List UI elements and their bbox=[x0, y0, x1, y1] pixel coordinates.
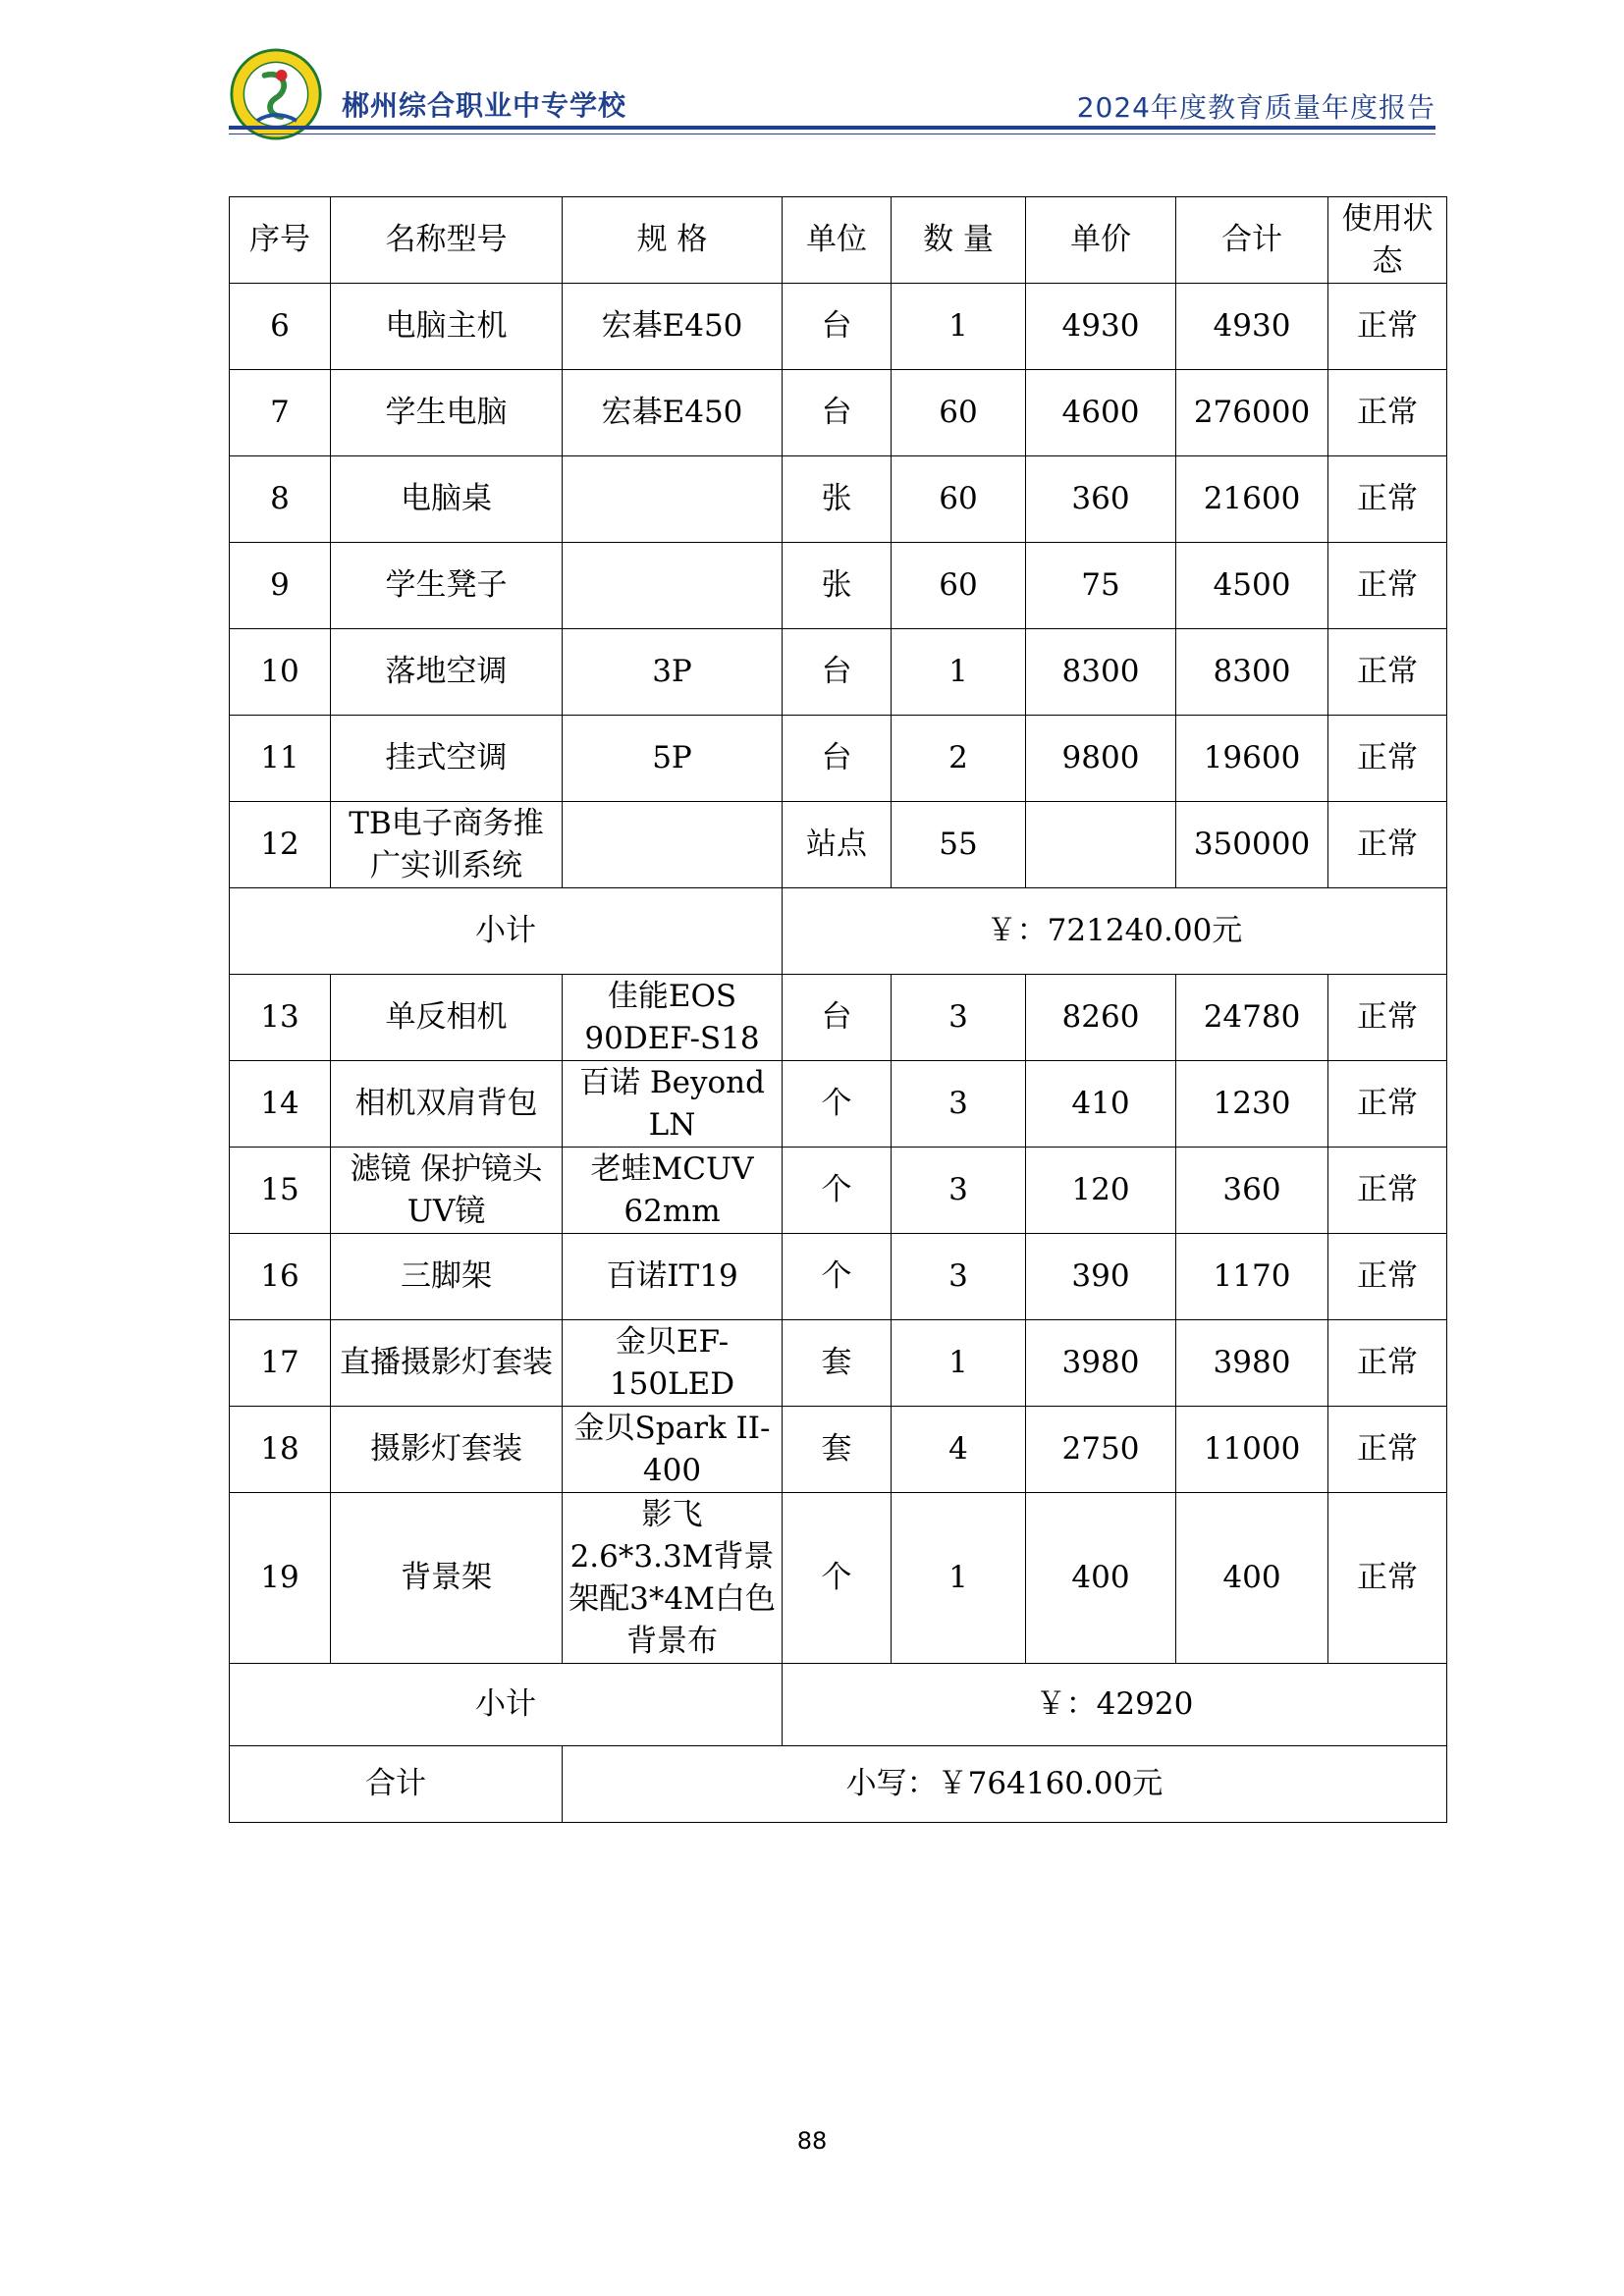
page-number: 88 bbox=[796, 2127, 828, 2155]
cell-total: 19600 bbox=[1176, 716, 1328, 802]
cell-unit: 台 bbox=[783, 629, 892, 716]
cell-unit: 个 bbox=[783, 1148, 892, 1234]
cell-spec: 金贝EF-150LED bbox=[563, 1320, 783, 1407]
cell-price: 410 bbox=[1026, 1061, 1176, 1148]
cell-price: 9800 bbox=[1026, 716, 1176, 802]
cell-qty: 1 bbox=[892, 1493, 1026, 1664]
report-title: 2024年度教育质量年度报告 bbox=[1076, 91, 1435, 124]
cell-status: 正常 bbox=[1328, 1061, 1447, 1148]
cell-unit: 套 bbox=[783, 1320, 892, 1407]
grand-total-row bbox=[230, 1746, 1447, 1823]
cell-qty: 2 bbox=[892, 716, 1026, 802]
cell-no: 17 bbox=[230, 1320, 331, 1407]
cell-no: 11 bbox=[230, 716, 331, 802]
cell-name: 三脚架 bbox=[331, 1234, 563, 1320]
cell-qty: 60 bbox=[892, 370, 1026, 456]
table-row bbox=[230, 629, 1447, 716]
cell-total: 1170 bbox=[1176, 1234, 1328, 1320]
cell-unit: 个 bbox=[783, 1234, 892, 1320]
subtotal-row bbox=[230, 1664, 1447, 1746]
cell-price: 4600 bbox=[1026, 370, 1176, 456]
cell-spec: 百诺IT19 bbox=[563, 1234, 783, 1320]
cell-name: 背景架 bbox=[331, 1493, 563, 1664]
cell-price: 400 bbox=[1026, 1493, 1176, 1664]
header-cell-spec: 规 格 bbox=[563, 197, 783, 284]
cell-status: 正常 bbox=[1328, 1407, 1447, 1493]
cell-no: 14 bbox=[230, 1061, 331, 1148]
cell-total: 11000 bbox=[1176, 1407, 1328, 1493]
cell-spec: 宏碁E450 bbox=[563, 370, 783, 456]
cell-name: 挂式空调 bbox=[331, 716, 563, 802]
cell-no: 15 bbox=[230, 1148, 331, 1234]
page-header bbox=[229, 37, 1435, 135]
table-row bbox=[230, 370, 1447, 456]
cell-status: 正常 bbox=[1328, 1320, 1447, 1407]
cell-unit: 台 bbox=[783, 716, 892, 802]
table-row bbox=[230, 1493, 1447, 1664]
cell-price bbox=[1026, 802, 1176, 888]
cell-price: 75 bbox=[1026, 543, 1176, 629]
cell-price: 8300 bbox=[1026, 629, 1176, 716]
table-row bbox=[230, 284, 1447, 370]
cell-qty: 3 bbox=[892, 1148, 1026, 1234]
cell-price: 3980 bbox=[1026, 1320, 1176, 1407]
cell-unit: 站点 bbox=[783, 802, 892, 888]
cell-no: 12 bbox=[230, 802, 331, 888]
cell-name: 电脑主机 bbox=[331, 284, 563, 370]
cell-status: 正常 bbox=[1328, 716, 1447, 802]
table-row bbox=[230, 1234, 1447, 1320]
cell-spec: 老蛙MCUV 62mm bbox=[563, 1148, 783, 1234]
cell-name: 单反相机 bbox=[331, 975, 563, 1061]
cell-spec: 宏碁E450 bbox=[563, 284, 783, 370]
subtotal-value: ￥：721240.00元 bbox=[783, 888, 1447, 975]
equipment-table bbox=[229, 196, 1447, 1823]
subtotal-row bbox=[230, 888, 1447, 975]
cell-spec: 3P bbox=[563, 629, 783, 716]
cell-total: 360 bbox=[1176, 1148, 1328, 1234]
cell-qty: 3 bbox=[892, 1061, 1026, 1148]
cell-unit: 个 bbox=[783, 1493, 892, 1664]
cell-name: 学生凳子 bbox=[331, 543, 563, 629]
cell-spec bbox=[563, 456, 783, 543]
cell-unit: 个 bbox=[783, 1061, 892, 1148]
cell-total: 3980 bbox=[1176, 1320, 1328, 1407]
cell-total: 400 bbox=[1176, 1493, 1328, 1664]
table-row bbox=[230, 802, 1447, 888]
cell-qty: 1 bbox=[892, 284, 1026, 370]
cell-price: 360 bbox=[1026, 456, 1176, 543]
cell-no: 6 bbox=[230, 284, 331, 370]
cell-status: 正常 bbox=[1328, 543, 1447, 629]
table-row bbox=[230, 1320, 1447, 1407]
grand-total-value: 小写：￥764160.00元 bbox=[563, 1746, 1447, 1823]
table-row bbox=[230, 456, 1447, 543]
cell-spec: 百诺 Beyond LN bbox=[563, 1061, 783, 1148]
cell-name: 滤镜 保护镜头UV镜 bbox=[331, 1148, 563, 1234]
cell-total: 24780 bbox=[1176, 975, 1328, 1061]
cell-price: 120 bbox=[1026, 1148, 1176, 1234]
cell-status: 正常 bbox=[1328, 1148, 1447, 1234]
grand-total-label: 合计 bbox=[230, 1746, 563, 1823]
cell-qty: 4 bbox=[892, 1407, 1026, 1493]
table-row bbox=[230, 543, 1447, 629]
cell-status: 正常 bbox=[1328, 456, 1447, 543]
cell-no: 9 bbox=[230, 543, 331, 629]
table-row bbox=[230, 975, 1447, 1061]
cell-name: TB电子商务推广实训系统 bbox=[331, 802, 563, 888]
cell-total: 8300 bbox=[1176, 629, 1328, 716]
cell-qty: 1 bbox=[892, 629, 1026, 716]
table-row bbox=[230, 1148, 1447, 1234]
cell-status: 正常 bbox=[1328, 975, 1447, 1061]
cell-name: 电脑桌 bbox=[331, 456, 563, 543]
cell-unit: 台 bbox=[783, 370, 892, 456]
cell-name: 直播摄影灯套装 bbox=[331, 1320, 563, 1407]
cell-no: 13 bbox=[230, 975, 331, 1061]
cell-unit: 套 bbox=[783, 1407, 892, 1493]
cell-price: 8260 bbox=[1026, 975, 1176, 1061]
cell-total: 4930 bbox=[1176, 284, 1328, 370]
header-cell-unit: 单位 bbox=[783, 197, 892, 284]
table-header-row bbox=[230, 197, 1447, 284]
cell-price: 2750 bbox=[1026, 1407, 1176, 1493]
header-rule-thin bbox=[229, 133, 1435, 134]
cell-total: 4500 bbox=[1176, 543, 1328, 629]
table-row bbox=[230, 1061, 1447, 1148]
header-cell-name: 名称型号 bbox=[331, 197, 563, 284]
header-cell-status: 使用状态 bbox=[1328, 197, 1447, 284]
cell-total: 21600 bbox=[1176, 456, 1328, 543]
cell-total: 276000 bbox=[1176, 370, 1328, 456]
cell-status: 正常 bbox=[1328, 370, 1447, 456]
header-rule-thick bbox=[229, 126, 1435, 130]
cell-name: 相机双肩背包 bbox=[331, 1061, 563, 1148]
cell-no: 8 bbox=[230, 456, 331, 543]
header-cell-price: 单价 bbox=[1026, 197, 1176, 284]
cell-spec: 5P bbox=[563, 716, 783, 802]
cell-total: 1230 bbox=[1176, 1061, 1328, 1148]
cell-unit: 张 bbox=[783, 543, 892, 629]
cell-status: 正常 bbox=[1328, 1493, 1447, 1664]
cell-no: 19 bbox=[230, 1493, 331, 1664]
cell-spec: 金贝Spark II-400 bbox=[563, 1407, 783, 1493]
cell-qty: 3 bbox=[892, 975, 1026, 1061]
cell-status: 正常 bbox=[1328, 284, 1447, 370]
cell-qty: 55 bbox=[892, 802, 1026, 888]
cell-no: 7 bbox=[230, 370, 331, 456]
cell-no: 10 bbox=[230, 629, 331, 716]
cell-total: 350000 bbox=[1176, 802, 1328, 888]
header-cell-total: 合计 bbox=[1176, 197, 1328, 284]
cell-price: 390 bbox=[1026, 1234, 1176, 1320]
cell-name: 落地空调 bbox=[331, 629, 563, 716]
cell-no: 16 bbox=[230, 1234, 331, 1320]
cell-qty: 1 bbox=[892, 1320, 1026, 1407]
subtotal-value: ￥：42920 bbox=[783, 1664, 1447, 1746]
cell-name: 摄影灯套装 bbox=[331, 1407, 563, 1493]
cell-status: 正常 bbox=[1328, 629, 1447, 716]
subtotal-label: 小计 bbox=[230, 888, 783, 975]
cell-spec: 佳能EOS 90DEF-S18 bbox=[563, 975, 783, 1061]
cell-price: 4930 bbox=[1026, 284, 1176, 370]
subtotal-label: 小计 bbox=[230, 1664, 783, 1746]
cell-unit: 张 bbox=[783, 456, 892, 543]
cell-spec bbox=[563, 543, 783, 629]
cell-spec: 影飞 2.6*3.3M背景架配3*4M白色背景布 bbox=[563, 1493, 783, 1664]
cell-unit: 台 bbox=[783, 975, 892, 1061]
cell-no: 18 bbox=[230, 1407, 331, 1493]
school-name: 郴州综合职业中专学校 bbox=[342, 89, 627, 122]
cell-qty: 60 bbox=[892, 456, 1026, 543]
header-cell-qty: 数 量 bbox=[892, 197, 1026, 284]
table-row bbox=[230, 716, 1447, 802]
cell-qty: 3 bbox=[892, 1234, 1026, 1320]
header-cell-no: 序号 bbox=[230, 197, 331, 284]
cell-unit: 台 bbox=[783, 284, 892, 370]
cell-status: 正常 bbox=[1328, 1234, 1447, 1320]
cell-name: 学生电脑 bbox=[331, 370, 563, 456]
cell-status: 正常 bbox=[1328, 802, 1447, 888]
cell-spec bbox=[563, 802, 783, 888]
table-row bbox=[230, 1407, 1447, 1493]
cell-qty: 60 bbox=[892, 543, 1026, 629]
